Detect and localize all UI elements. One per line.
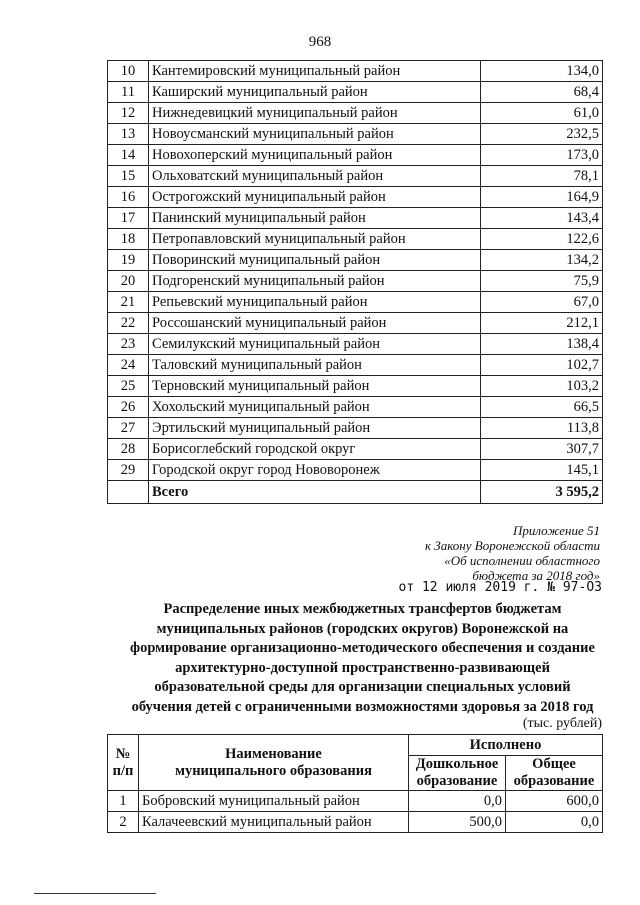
amount: 145,1 (481, 460, 603, 481)
title-line: Распределение иных межбюджетных трансфертов бюджетам (163, 601, 562, 617)
units-label: (тыс. рублей) (522, 716, 602, 731)
header-num-line: п/п (112, 762, 134, 779)
amount: 173,0 (481, 145, 603, 166)
amount: 307,7 (481, 439, 603, 460)
table-row (108, 61, 603, 82)
row-number: 24 (108, 355, 149, 376)
header-general-line: образование (513, 773, 595, 789)
municipality-name: Хохольский муниципальный район (149, 397, 481, 418)
row-number: 17 (108, 208, 149, 229)
general-amount: 0,0 (506, 812, 603, 833)
header-name (139, 735, 409, 791)
title-line: муниципальных районов (городских округов) Воронежской на (156, 620, 569, 637)
table-row (108, 313, 603, 334)
document-title (105, 600, 620, 717)
total-row (108, 481, 603, 504)
row-number: 15 (108, 166, 149, 187)
row-number: 26 (108, 397, 149, 418)
row-number: 19 (108, 250, 149, 271)
appendix-line: Приложение 51 (512, 523, 600, 538)
appendix-note (300, 523, 600, 583)
amount: 134,2 (481, 250, 603, 271)
row-number: 10 (108, 61, 149, 82)
row-number: 13 (108, 124, 149, 145)
amount: 66,5 (481, 397, 603, 418)
appendix-line: «Об исполнении областного (444, 553, 600, 568)
title-line: формирование организационно-методического обеспечения и создание (130, 640, 595, 656)
footnote-divider (34, 893, 156, 894)
table-row (108, 355, 603, 376)
amount: 143,4 (481, 208, 603, 229)
municipality-name: Подгоренский муниципальный район (149, 271, 481, 292)
appendix-line: бюджета за 2018 год» (472, 568, 600, 583)
header-preschool-line: образование (416, 773, 498, 789)
amount: 134,0 (481, 61, 603, 82)
header-num-line: № (115, 745, 131, 762)
table-row (108, 812, 603, 833)
amount: 138,4 (481, 334, 603, 355)
table-row (108, 166, 603, 187)
municipality-name: Нижнедевицкий муниципальный район (149, 103, 481, 124)
row-number: 12 (108, 103, 149, 124)
row-number: 21 (108, 292, 149, 313)
municipality-name: Эртильский муниципальный район (149, 418, 481, 439)
row-number: 22 (108, 313, 149, 334)
row-number: 2 (108, 812, 139, 833)
table-row (108, 187, 603, 208)
municipality-name: Терновский муниципальный район (149, 376, 481, 397)
amount: 122,6 (481, 229, 603, 250)
header-name-line: Наименование (225, 745, 322, 762)
table-row (108, 250, 603, 271)
municipality-name: Калачеевский муниципальный район (139, 812, 409, 833)
amount: 68,4 (481, 82, 603, 103)
municipality-name: Бобровский муниципальный район (139, 791, 409, 812)
table-row (108, 292, 603, 313)
amount: 212,1 (481, 313, 603, 334)
header-name-line: муниципального образования (175, 762, 372, 779)
municipality-name: Петропавловский муниципальный район (149, 229, 481, 250)
municipality-name: Поворинский муниципальный район (149, 250, 481, 271)
table-row (108, 103, 603, 124)
row-number: 14 (108, 145, 149, 166)
page-number: 968 (308, 34, 332, 50)
distribution-table-body (108, 791, 603, 833)
municipality-name: Ольховатский муниципальный район (149, 166, 481, 187)
municipality-name: Семилукский муниципальный район (149, 334, 481, 355)
row-number: 25 (108, 376, 149, 397)
decree-date: от 12 июля 2019 г. № 97-ОЗ (398, 580, 602, 595)
header-general-line: Общее (532, 756, 576, 772)
row-number: 20 (108, 271, 149, 292)
header-general (506, 756, 603, 791)
amount: 67,0 (481, 292, 603, 313)
amount: 78,1 (481, 166, 603, 187)
municipality-name: Каширский муниципальный район (149, 82, 481, 103)
row-number: 16 (108, 187, 149, 208)
header-executed: Исполнено (409, 735, 603, 756)
amount: 103,2 (481, 376, 603, 397)
table-row (108, 82, 603, 103)
total-label: Всего (149, 481, 481, 504)
municipality-name: Борисоглебский городской округ (149, 439, 481, 460)
table-row (108, 229, 603, 250)
row-number: 11 (108, 82, 149, 103)
table-row (108, 208, 603, 229)
appendix-line: к Закону Воронежской области (424, 538, 600, 553)
distribution-table (107, 734, 603, 833)
table-row (108, 439, 603, 460)
table-row (108, 145, 603, 166)
title-line: обучения детей с ограниченными возможностями здоровья за 2018 год (131, 698, 594, 715)
amount: 164,9 (481, 187, 603, 208)
header-preschool-line: Дошкольное (415, 756, 499, 772)
municipality-name: Кантемировский муниципальный район (149, 61, 481, 82)
title-line: архитектурно-доступной пространственно-развивающей (175, 659, 550, 676)
row-number: 29 (108, 460, 149, 481)
municipality-name: Таловский муниципальный район (149, 355, 481, 376)
municipality-name: Острогожский муниципальный район (149, 187, 481, 208)
preschool-amount: 500,0 (409, 812, 506, 833)
table-row (108, 124, 603, 145)
transfers-table-body (108, 61, 603, 504)
total-num-cell (108, 481, 149, 504)
municipality-name: Панинский муниципальный район (149, 208, 481, 229)
row-number: 27 (108, 418, 149, 439)
preschool-amount: 0,0 (409, 791, 506, 812)
amount: 102,7 (481, 355, 603, 376)
amount: 61,0 (481, 103, 603, 124)
general-amount: 600,0 (506, 791, 603, 812)
table-row (108, 334, 603, 355)
transfers-table-continued (107, 60, 603, 504)
amount: 232,5 (481, 124, 603, 145)
municipality-name: Городской округ город Нововоронеж (149, 460, 481, 481)
table-row (108, 460, 603, 481)
table-row (108, 271, 603, 292)
table-row (108, 791, 603, 812)
row-number: 28 (108, 439, 149, 460)
header-preschool (409, 756, 506, 791)
row-number: 1 (108, 791, 139, 812)
table-row (108, 397, 603, 418)
row-number: 18 (108, 229, 149, 250)
table-row (108, 376, 603, 397)
municipality-name: Россошанский муниципальный район (149, 313, 481, 334)
municipality-name: Репьевский муниципальный район (149, 292, 481, 313)
row-number: 23 (108, 334, 149, 355)
municipality-name: Новоусманский муниципальный район (149, 124, 481, 145)
total-value: 3 595,2 (481, 481, 603, 504)
amount: 113,8 (481, 418, 603, 439)
amount: 75,9 (481, 271, 603, 292)
municipality-name: Новохоперский муниципальный район (149, 145, 481, 166)
title-line: образовательной среды для организации специальных условий (154, 679, 571, 695)
header-num (108, 735, 139, 791)
distribution-table-header (108, 735, 603, 791)
table-row (108, 418, 603, 439)
